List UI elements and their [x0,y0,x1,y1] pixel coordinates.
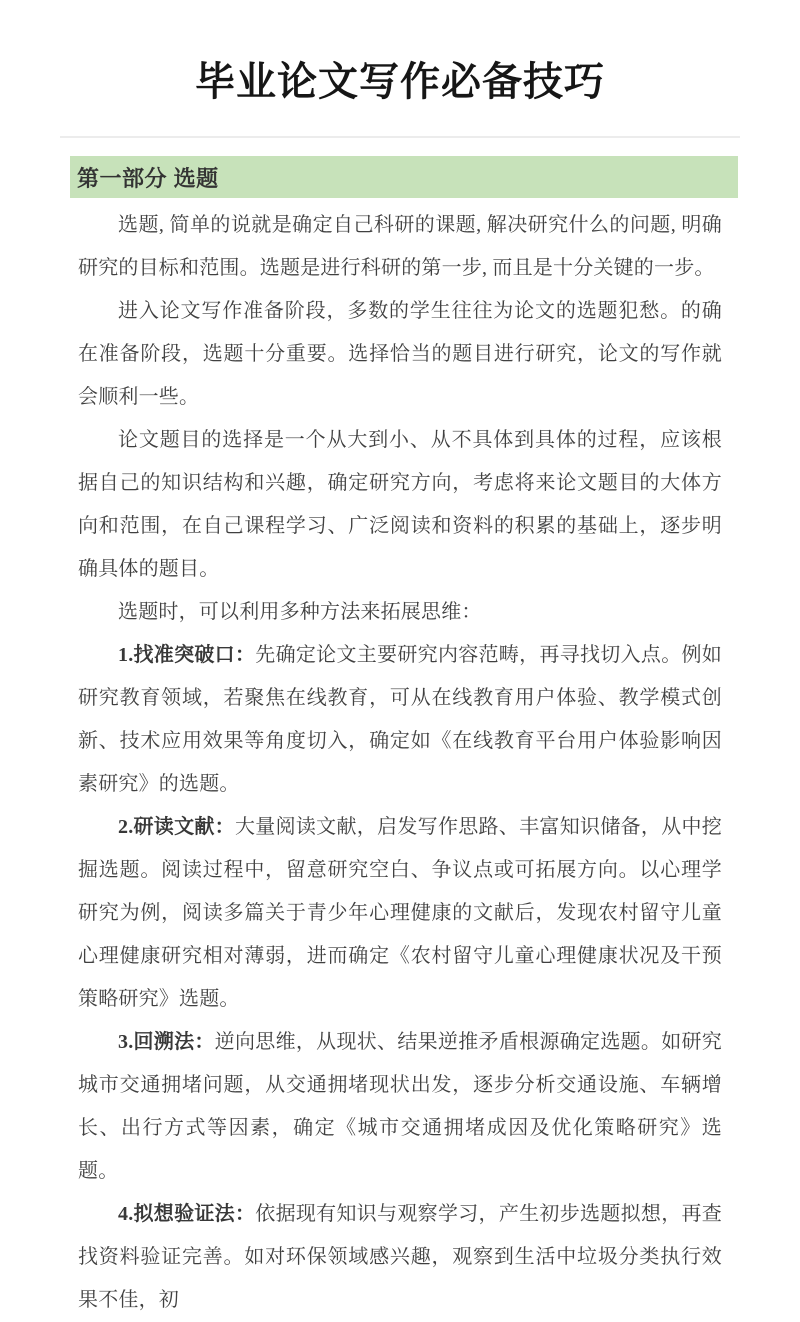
method-2-label: 2.研读文献： [118,816,235,838]
method-item-2 [78,806,722,1021]
method-3-text: 逆向思维，从现状、结果逆推矛盾根源确定选题。如研究城市交通拥堵问题，从交通拥堵现状出发，逐步分析交通设施、车辆增长、出行方式等因素，确定《城市交通拥堵成因及优化策略研究》选题。 [78,1031,723,1182]
divider [60,136,740,138]
paragraph-intro-2: 进入论文写作准备阶段，多数的学生往往为论文的选题犯愁。的确在准备阶段，选题十分重要。选择恰当的题目进行研究，论文的写作就会顺利一些。 [78,300,722,408]
paragraph-methods-lead-in: 选题时，可以利用多种方法来拓展思维： [118,601,482,623]
method-item-4 [78,1193,722,1322]
method-3-label: 3.回溯法： [118,1031,215,1053]
section-banner [70,156,738,198]
page-title: 毕业论文写作必备技巧 [195,60,605,104]
method-4-label: 4.拟想验证法： [118,1203,256,1225]
document-page [0,58,800,1311]
method-1-label: 1.找准突破口： [118,644,256,666]
method-1-text: 先确定论文主要研究内容范畴，再寻找切入点。例如研究教育领域，若聚焦在线教育，可从在线教育用户体验、教学模式创新、技术应用效果等角度切入，确定如《在线教育平台用户体验影响因素研究》的选题。 [78,644,722,795]
method-4-text: 依据现有知识与观察学习，产生初步选题拟想，再查找资料验证完善。如对环保领域感兴趣，观察到生活中垃圾分类执行效果不佳，初 [78,1203,722,1311]
method-item-3 [78,1021,722,1193]
document-body [78,204,722,1322]
section-heading: 第一部分 选题 [77,165,219,191]
method-2-text: 大量阅读文献，启发写作思路、丰富知识储备，从中挖掘选题。阅读过程中，留意研究空白、争议点或可拓展方向。以心理学研究为例，阅读多篇关于青少年心理健康的文献后，发现农村留守儿童心理健康研究相对薄弱，进而确定《农村留守儿童心理健康状况及干预策略研究》选题。 [78,816,722,1010]
method-item-1 [78,634,722,806]
paragraph-intro-1: 选题, 简单的说就是确定自己科研的课题, 解决研究什么的问题, 明确研究的目标和范围。选题是进行科研的第一步, 而且是十分关键的一步。 [78,214,722,279]
paragraph-intro-3: 论文题目的选择是一个从大到小、从不具体到具体的过程，应该根据自己的知识结构和兴趣，确定研究方向，考虑将来论文题目的大体方向和范围，在自己课程学习、广泛阅读和资料的积累的基础上，逐步明确具体的题目。 [78,429,722,580]
